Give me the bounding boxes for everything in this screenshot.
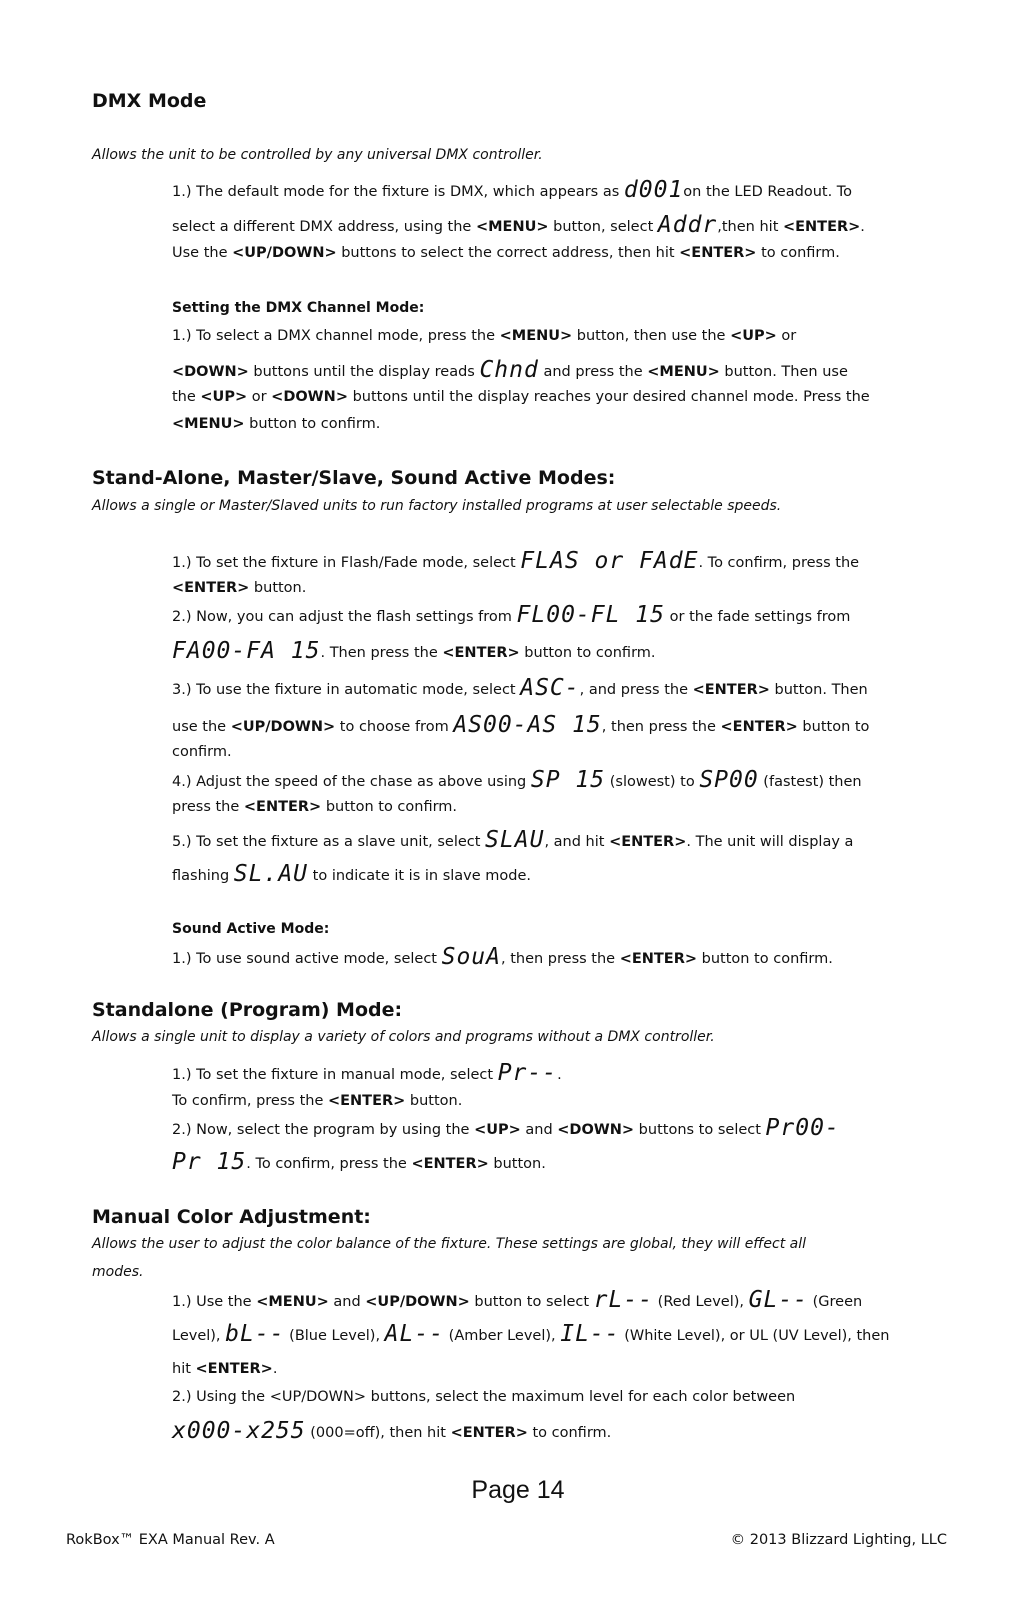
dmx-step-1-line-2: select a different DMX address, using the <MENU> button, select Addr,then hit <ENTER>. — [172, 212, 865, 238]
lcd-readout: AS00-AS 15 — [453, 712, 602, 738]
footer-manual-title: RokBox™ EXA Manual Rev. A — [66, 1532, 275, 1548]
dmx-mode-heading: DMX Mode — [92, 90, 207, 112]
lcd-readout: SP00 — [699, 767, 759, 793]
program-step-2b: Pr 15. To confirm, press the <ENTER> button. — [172, 1149, 546, 1175]
standalone-step-5b: flashing SL.AU to indicate it is in slave mode. — [172, 861, 531, 887]
channel-mode-subheading: Setting the DMX Channel Mode: — [172, 300, 425, 316]
color-step-1c: hit <ENTER>. — [172, 1361, 278, 1377]
lcd-readout: x000-x255 — [172, 1418, 306, 1444]
lcd-readout: AL-- — [384, 1321, 445, 1347]
lcd-readout: SouA — [441, 944, 501, 970]
program-mode-heading: Standalone (Program) Mode: — [92, 999, 403, 1021]
standalone-step-1: 1.) To set the fixture in Flash/Fade mode, select FLAS or FAdE. To confirm, press the — [172, 548, 860, 574]
color-step-1b: Level), bL-- (Blue Level), AL-- (Amber Level), IL-- (White Level), or UL (UV Level), then — [172, 1321, 890, 1347]
dmx-step-1-line-1: 1.) The default mode for the fixture is DMX, which appears as d001on the LED Readout. To — [172, 177, 853, 203]
page-number: Page 14 — [471, 1476, 565, 1504]
lcd-readout: Pr 15 — [172, 1149, 247, 1175]
lcd-readout: SL.AU — [233, 861, 309, 887]
channel-step-line-1: 1.) To select a DMX channel mode, press the <MENU> button, then use the <UP> or — [172, 328, 797, 344]
lcd-readout: Addr — [657, 212, 718, 238]
color-adjust-intro-2: modes. — [92, 1264, 144, 1280]
lcd-readout: FA00-FA 15 — [172, 638, 321, 664]
channel-step-line-2: <DOWN> buttons until the display reads Chnd and press the <MENU> button. Then use — [172, 357, 848, 383]
program-step-1b: To confirm, press the <ENTER> button. — [172, 1093, 463, 1109]
lcd-readout: SLAU — [485, 827, 545, 853]
color-step-2: 2.) Using the <UP/DOWN> buttons, select the maximum level for each color between — [172, 1389, 796, 1405]
lcd-readout: IL-- — [560, 1321, 620, 1347]
program-step-1: 1.) To set the fixture in manual mode, select Pr--. — [172, 1060, 562, 1086]
standalone-step-3c: confirm. — [172, 744, 232, 760]
standalone-step-4b: press the <ENTER> button to confirm. — [172, 799, 458, 815]
standalone-step-3b: use the <UP/DOWN> to choose from AS00-AS 15, then press the <ENTER> button to — [172, 712, 870, 738]
lcd-readout: FLAS or FAdE — [520, 548, 699, 574]
color-step-1: 1.) Use the <MENU> and <UP/DOWN> button to select rL-- (Red Level), GL-- (Green — [172, 1287, 863, 1313]
lcd-readout: GL-- — [748, 1287, 809, 1313]
color-adjust-heading: Manual Color Adjustment: — [92, 1206, 371, 1228]
footer-copyright: © 2013 Blizzard Lighting, LLC — [730, 1532, 947, 1548]
standalone-intro: Allows a single or Master/Slaved units to run factory installed programs at user selectable speeds. — [92, 498, 782, 514]
lcd-readout: d001 — [623, 177, 684, 203]
standalone-step-4: 4.) Adjust the speed of the chase as above using SP 15 (slowest) to SP00 (fastest) then — [172, 767, 862, 793]
lcd-readout: Chnd — [479, 357, 539, 383]
color-step-2b: x000-x255 (000=off), then hit <ENTER> to confirm. — [172, 1418, 612, 1444]
program-mode-intro: Allows a single unit to display a variety of colors and programs without a DMX controller. — [92, 1029, 715, 1045]
standalone-step-3: 3.) To use the fixture in automatic mode, select ASC-, and press the <ENTER> button. Then — [172, 675, 868, 701]
standalone-step-2b: FA00-FA 15. Then press the <ENTER> button to confirm. — [172, 638, 656, 664]
lcd-readout: Pr-- — [497, 1060, 558, 1086]
sound-active-step-1: 1.) To use sound active mode, select SouA, then press the <ENTER> button to confirm. — [172, 944, 833, 970]
color-adjust-intro-1: Allows the user to adjust the color balance of the fixture. These settings are global, they will effect all — [92, 1236, 807, 1252]
lcd-readout: SP 15 — [530, 767, 606, 793]
channel-step-line-4: <MENU> button to confirm. — [172, 416, 381, 432]
lcd-readout: FL00-FL 15 — [516, 602, 666, 628]
lcd-readout: bL-- — [225, 1321, 285, 1347]
channel-step-line-3: the <UP> or <DOWN> buttons until the display reaches your desired channel mode. Press the — [172, 389, 870, 405]
standalone-step-5: 5.) To set the fixture as a slave unit, select SLAU, and hit <ENTER>. The unit will display a — [172, 827, 854, 853]
standalone-step-1b: <ENTER> button. — [172, 580, 307, 596]
dmx-step-1-line-3: Use the <UP/DOWN> buttons to select the correct address, then hit <ENTER> to confirm. — [172, 245, 840, 261]
program-step-2: 2.) Now, select the program by using the <UP> and <DOWN> buttons to select Pr00- — [172, 1115, 840, 1141]
dmx-mode-intro: Allows the unit to be controlled by any universal DMX controller. — [92, 147, 543, 163]
lcd-readout: ASC- — [520, 675, 580, 701]
lcd-readout: Pr00- — [765, 1115, 840, 1141]
lcd-readout: rL-- — [593, 1287, 654, 1313]
standalone-step-2: 2.) Now, you can adjust the flash settings from FL00-FL 15 or the fade settings from — [172, 602, 851, 628]
sound-active-subheading: Sound Active Mode: — [172, 921, 330, 937]
standalone-heading: Stand-Alone, Master/Slave, Sound Active Modes: — [92, 467, 616, 489]
